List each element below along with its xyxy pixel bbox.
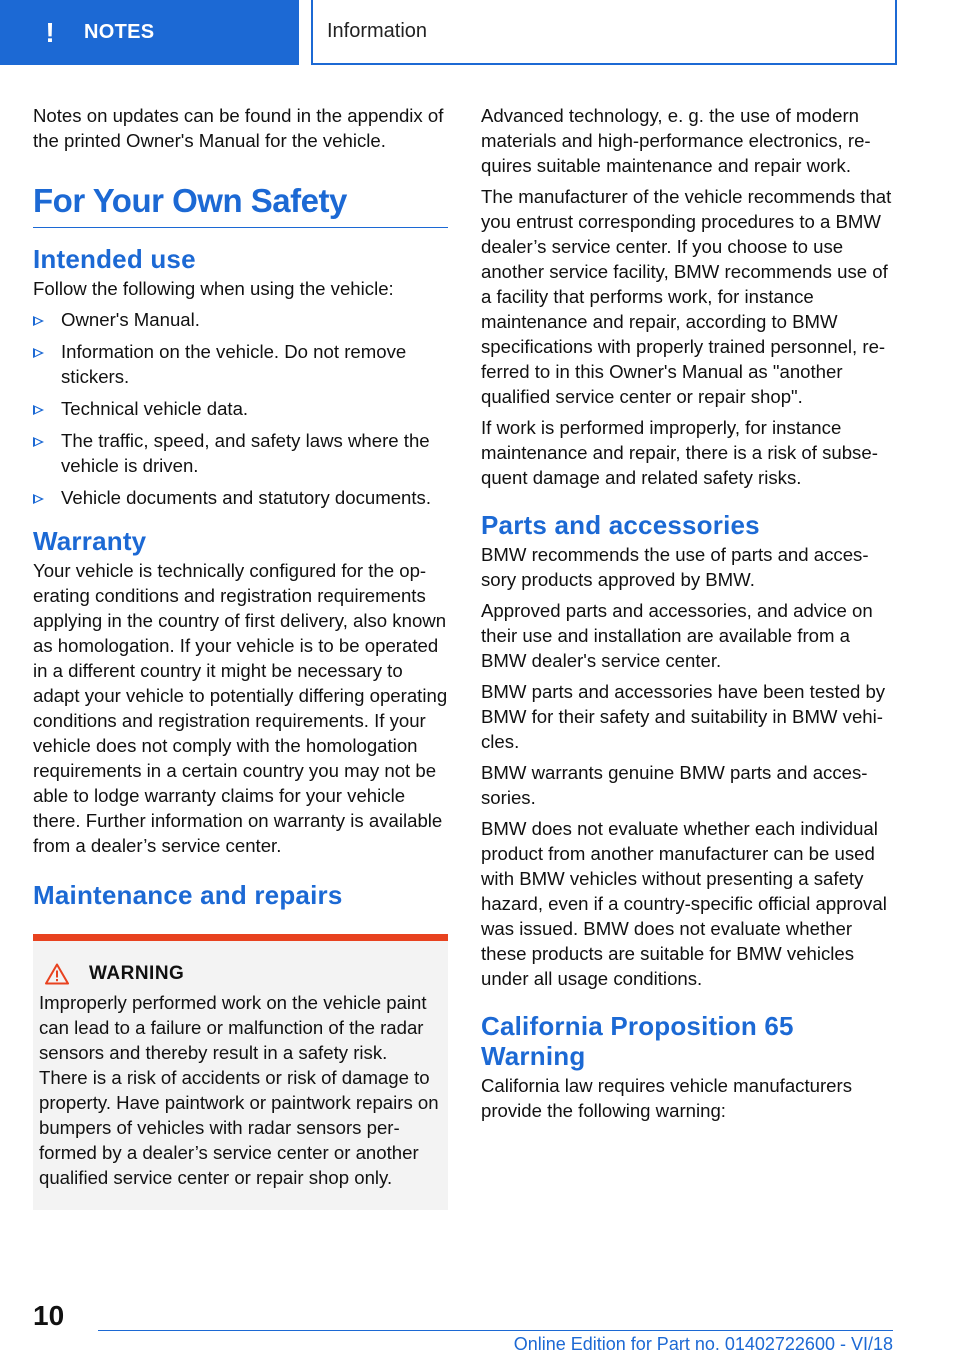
section-title: NOTES <box>84 21 155 43</box>
paragraph: Advanced technology, e. g. the use of modern materials and high-performance electronics, requires suitable maintenance and repair work. <box>481 105 871 176</box>
paragraph: Approved parts and accessories, and advice on their use and installation are available from a BMW dealer's service center. <box>481 600 873 671</box>
paragraph: California law requires vehicle manufacturers provide the following warning: <box>481 1075 853 1121</box>
maintenance-heading: Maintenance and repairs <box>33 880 343 910</box>
warning-text: Improperly performed work on the vehicle paint can lead to a failure or malfunction of the radar sensors and thereby result in a safety risk. There is a risk of accidents or risk of damage to property. Have paintwork or paintwork repairs on bumpers of vehicles with radar sensors performed by a dealer’s service center or another qualified service center or repair shop only. <box>39 992 439 1188</box>
paragraph: The manufacturer of the vehicle recommends that you entrust corresponding procedures to a BMW dealer’s service center. If you choose to use another service facility, BMW recommends use of a facility that performs work, for instance maintenance and repair, according to BMW specifications with properly trained personnel, referred to in this Owner's Manual as "another qualified service center or repair shop". <box>481 186 892 407</box>
parts-heading: Parts and accessories <box>481 510 760 540</box>
main-heading: For Your Own Safety <box>33 181 448 228</box>
paragraph: If work is performed improperly, for instance maintenance and repair, there is a risk of subsequent damage and related safety risks. <box>481 417 878 488</box>
list-item <box>33 485 448 510</box>
page-number: 10 <box>33 1300 65 1331</box>
right-column <box>481 103 896 1129</box>
list-item-text: Owner's Manual. <box>61 309 200 330</box>
edition-note: Online Edition for Part no. 01402722600 - VI/18 <box>513 1334 893 1354</box>
paragraph: BMW warrants genuine BMW parts and accessories. <box>481 762 868 808</box>
chapter-title: Information <box>327 20 428 42</box>
list-item-text: Vehicle documents and statutory documents. <box>61 487 432 508</box>
triangle-bullet-icon <box>33 494 44 504</box>
list-item-text: Information on the vehicle. Do not remove stickers. <box>61 341 407 387</box>
paragraph: BMW does not evaluate whether each individual product from another manufacturer can be used with BMW vehicles without presenting a safety hazard, even if a country-specific official approval was issued. BMW does not evaluate whether these products are suitable for BMW vehicles under all usage conditions. <box>481 818 887 989</box>
paragraph: BMW recommends the use of parts and accessory products approved by BMW. <box>481 544 869 590</box>
list-item <box>33 428 448 478</box>
intended-use-lead: Follow the following when using the vehicle: <box>33 278 394 299</box>
california-heading: California Proposition 65 Warning <box>481 1011 794 1071</box>
intended-use-heading: Intended use <box>33 244 196 274</box>
list-item <box>33 339 448 389</box>
chapter-tab <box>311 0 897 65</box>
footer-divider <box>98 1330 893 1331</box>
exclamation-icon: ! <box>45 16 55 48</box>
warranty-heading: Warranty <box>33 526 147 556</box>
list-item-text: The traffic, speed, and safety laws where the vehicle is driven. <box>61 430 430 476</box>
warning-triangle-icon <box>45 963 69 985</box>
warning-title: WARNING <box>89 963 185 984</box>
triangle-bullet-icon <box>33 437 44 447</box>
list-item-text: Technical vehicle data. <box>61 398 249 419</box>
triangle-bullet-icon <box>33 316 44 326</box>
triangle-bullet-icon <box>33 348 44 358</box>
warranty-paragraph: Your vehicle is technically configured for the operating conditions and registration requirements applying in the country of first delivery, also known as homologation. If your vehicle is to be operated in a different country it might be necessary to adapt your vehicle to potentially differing operating conditions and registration requirements. If your vehicle does not comply with the homologation requirements in a certain country you may not be able to lodge warranty claims for your vehicle there. Further information on warranty is available from a dealer’s service center. <box>33 560 448 856</box>
paragraph: BMW parts and accessories have been tested by BMW for their safety and suitability in BMW vehicles. <box>481 681 886 752</box>
triangle-bullet-icon <box>33 405 44 415</box>
intro-paragraph: Notes on updates can be found in the appendix of the printed Owner's Manual for the vehicle. <box>33 105 444 151</box>
section-tab <box>0 0 299 65</box>
list-item <box>33 396 448 421</box>
warning-header <box>39 961 440 986</box>
intended-use-list <box>33 307 448 510</box>
list-item <box>33 307 448 332</box>
warning-box <box>33 934 448 1210</box>
left-column <box>33 103 448 1210</box>
